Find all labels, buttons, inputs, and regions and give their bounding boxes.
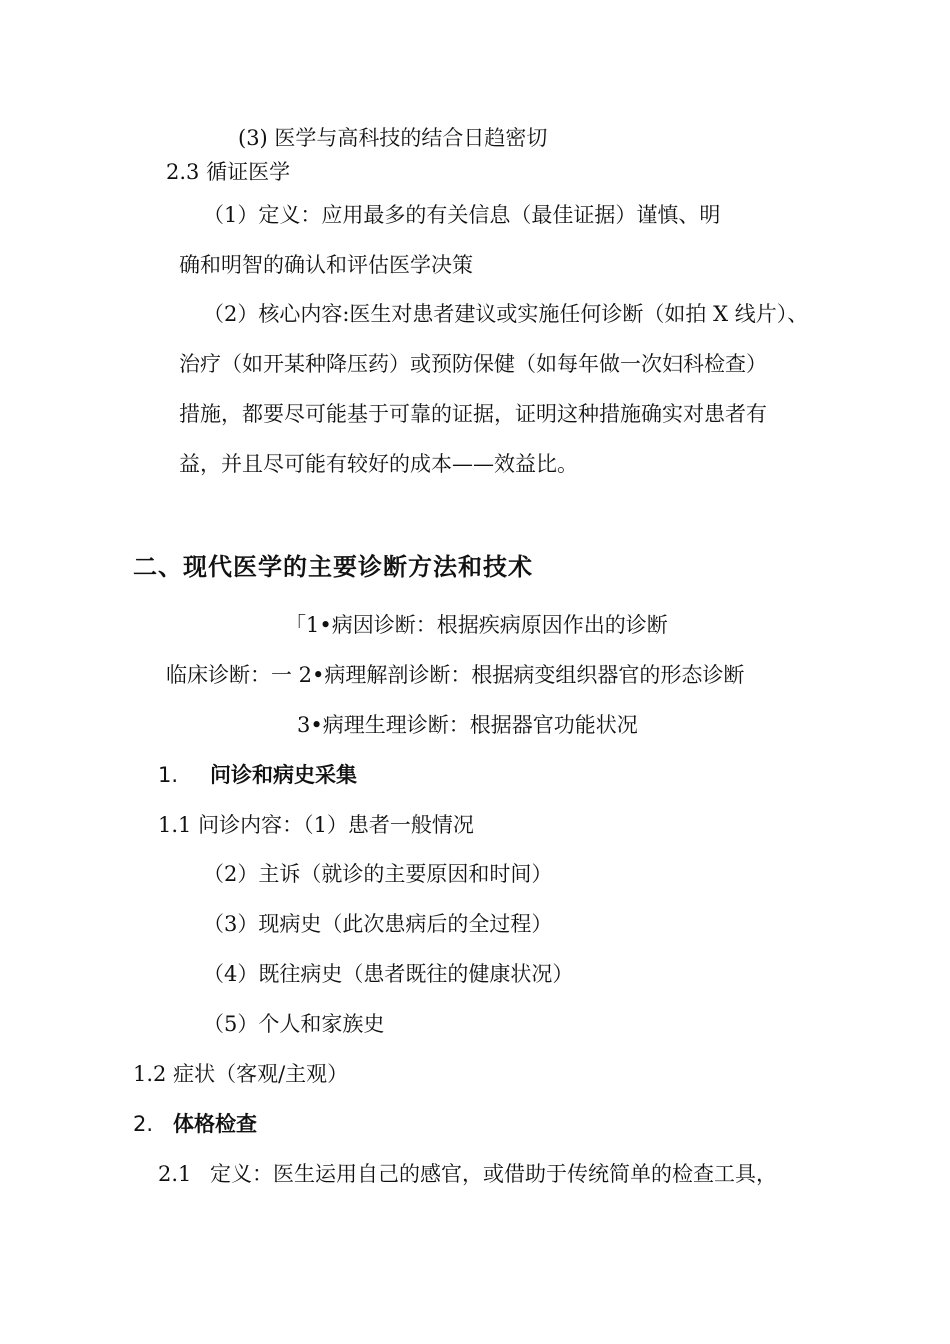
inquiry-item-3: （3）现病史（此次患病后的全过程） [203, 912, 553, 936]
definition-number: 2.1 [158, 1162, 192, 1186]
clinical-diagnosis-item-2: 临床诊断：一 2•病理解剖诊断：根据病变组织器官的形态诊断 [166, 663, 745, 687]
inquiry-item-2: （2）主诉（就诊的主要原因和时间） [203, 862, 553, 886]
chapter-title: 二、现代医学的主要诊断方法和技术 [133, 553, 533, 581]
heading-evidence-based-medicine: 2.3 循证医学 [166, 160, 291, 184]
clinical-diagnosis-item-1: 「1•病因诊断：根据疾病原因作出的诊断 [285, 613, 668, 637]
inquiry-item-4: （4）既往病史（患者既往的健康状况） [203, 962, 574, 986]
symptoms-line: 1.2 症状（客观/主观） [133, 1062, 349, 1086]
inquiry-content-line: 1.1 问诊内容：（1）患者一般情况 [158, 813, 474, 837]
section-2-heading [133, 1110, 257, 1138]
section-1-title: 问诊和病史采集 [210, 763, 357, 787]
core-content-line-2: 治疗（如开某种降压药）或预防保健（如每年做一次妇科检查） [179, 352, 767, 376]
core-content-line-4: 益，并且尽可能有较好的成本——效益比。 [179, 452, 578, 476]
section-2-number: 2. [133, 1112, 154, 1136]
definition-text: 定义：医生运用自己的感官，或借助于传统简单的检查工具， [210, 1162, 777, 1186]
item-3-high-tech: (3) 医学与高科技的结合日趋密切 [238, 126, 548, 150]
clinical-diagnosis-item-3: 3•病理生理诊断：根据器官功能状况 [297, 713, 638, 737]
inquiry-item-5: （5）个人和家族史 [203, 1012, 385, 1036]
physical-exam-definition [158, 1160, 777, 1188]
core-content-line-3: 措施，都要尽可能基于可靠的证据，证明这种措施确实对患者有 [179, 402, 767, 426]
section-1-heading [158, 761, 357, 789]
section-2-title: 体格检查 [173, 1112, 257, 1136]
section-1-number: 1. [158, 763, 179, 787]
definition-line-2: 确和明智的确认和评估医学决策 [179, 253, 473, 277]
core-content-line-1: （2）核心内容:医生对患者建议或实施任何诊断（如拍 X 线片）、 [203, 302, 809, 326]
definition-line-1: （1）定义：应用最多的有关信息（最佳证据）谨慎、明 [203, 203, 721, 227]
